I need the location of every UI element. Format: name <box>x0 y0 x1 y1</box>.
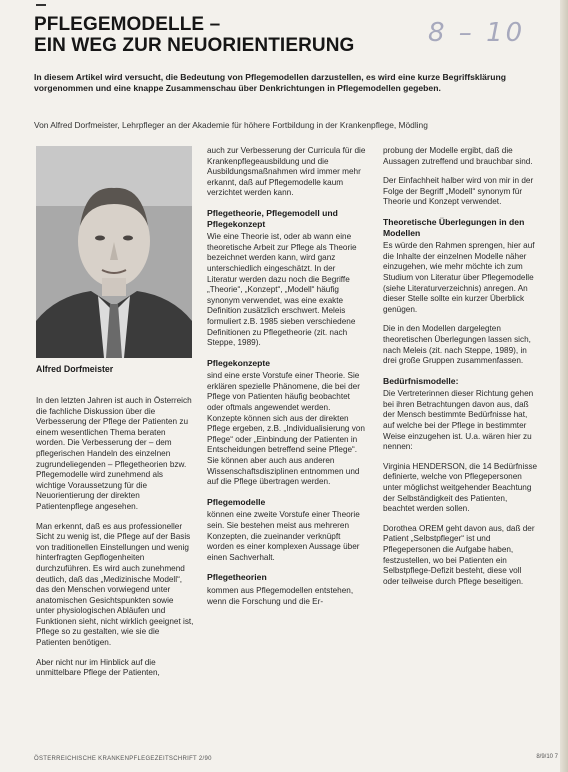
paragraph: auch zur Verbesserung der Curricula für die Krankenpflegeausbildung und die Ausbildungsmaßnahmen wird immer mehr erkannt, daß auf Pflegemodelle kaum verzichtet werden kann. <box>207 146 366 198</box>
section-heading: Pflegetheorie, Pflegemodell und Pflegekonzept <box>207 207 338 229</box>
paragraph: In den letzten Jahren ist auch in Österreich die fachliche Diskussion über die Verbesserung der Pflege der Patienten zu einem wesentlichen Thema beraten worden. Die Verbesserung der – dem pflegerischen Handeln des einzelnen zugrundeliegenden – Pflegetheorien bzw. Pflegemodelle wird zunehmend als wichtige Voraussetzung für die Neuorientierung der direkten Patientenpflege angesehen. <box>36 396 192 511</box>
page-edge-shadow <box>560 0 568 772</box>
section-heading: Pflegekonzepte <box>207 357 271 368</box>
paragraph: Man erkennt, daß es aus professioneller Sicht zu wenig ist, die Pflege auf der Basis von traditionellen Einstellungen und wenig hinterfragten Gepflogenheiten durchzuführen. Es wird auch zunehmend deutlich, daß das „Medizinische Modell“, das den Menschen vorwiegend unter anatomischen Gesichtspunkten sowie unter physiologischen Abläufen und Funktionen sieht, nicht wirklich geeignet ist, Pflege so zu gestalten, wie sie die Patienten benötigen. <box>36 521 194 648</box>
paragraph: kommen aus Pflegemodellen entstehen, wenn die Forschung und die Er- <box>207 585 354 606</box>
lead-paragraph: In diesem Artikel wird versucht, die Bedeutung von Pflegemodellen darzustellen, es wird eine kurze Begriffsklärung vorgenommen und eine knappe Zusammenschau über Denkrichtungen in Pflegemodellen gegeben. <box>34 72 506 93</box>
text-column-1 <box>36 396 194 688</box>
paragraph: Aber nicht nur im Hinblick auf die unmittelbare Pflege der Patienten, <box>36 657 160 678</box>
text-column-2 <box>207 146 367 616</box>
paragraph: Dorothea OREM geht davon aus, daß der Patient „Selbstpfleger“ ist und Pflegepersonen die Aufgabe haben, festzustellen, wo bei Patienten ein Selbstpflege-Defizit besteht, diese voll oder teilweise durch Pflege beseitigen. <box>383 523 535 586</box>
title-line-2: EIN WEG ZUR NEUORIENTIERUNG <box>34 35 355 56</box>
text-column-3 <box>383 146 539 596</box>
section-heading: Theoretische Überlegungen in den Modellen <box>383 216 525 238</box>
author-photo <box>36 146 192 358</box>
author-line: Von Alfred Dorfmeister, Lehrpfleger an der Akademie für höhere Fortbildung in der Krankenpflege, Mödling <box>34 120 428 130</box>
paragraph: Es würde den Rahmen sprengen, hier auf die Inhalte der einzelnen Modelle näher einzugehen, wie mehr möchte ich zum Studium von Literatur über Pflegemodelle (siehe Literaturverzeichnis) anregen. An dieser Stelle sollte ein kurzer Überblick genügen. <box>383 241 535 314</box>
handwritten-page-note: 8 – 10 <box>428 18 526 48</box>
paragraph: können eine zweite Vorstufe einer Theorie sein. Sie bestehen meist aus mehreren Konzepten, die zueinander verknüpft worden es einer komplexen Aussage über einen Sachverhalt. <box>207 510 360 562</box>
footer-publication: ÖSTERREICHISCHE KRANKENPFLEGEZEITSCHRIFT 2/90 <box>34 756 212 762</box>
paragraph: Die Vertreterinnen dieser Richtung gehen bei ihren Betrachtungen davon aus, daß der Mensch bestimmte Bedürfnisse hat, auf welche bei der Pflege in bestimmter Weise einzugehen ist. U.a. wären hier zu nennen: <box>383 389 534 452</box>
photo-caption: Alfred Dorfmeister <box>36 364 114 374</box>
paragraph: probung der Modelle ergibt, daß die Aussagen zutreffend und brauchbar sind. <box>383 146 533 166</box>
paragraph: Die in den Modellen dargelegten theoretischen Überlegungen lassen sich, nach Meleis (zit. nach Steppe, 1989), in drei große Gruppen zusammenfassen. <box>383 324 531 366</box>
section-heading: Pflegemodelle <box>207 496 266 507</box>
article-title <box>34 14 434 56</box>
section-heading: Pflegetheorien <box>207 572 267 583</box>
title-line-1: PFLEGEMODELLE – <box>34 14 221 35</box>
portrait-illustration <box>36 146 192 358</box>
page-corner-mark <box>36 4 46 6</box>
paragraph: Der Einfachheit halber wird von mir in der Folge der Begriff „Modell“ synonym für Theorie und Konzept verwendet. <box>383 176 534 207</box>
paragraph: Wie eine Theorie ist, oder ab wann eine theoretische Arbeit zur Pflege als Theorie bezeichnet werden kann, wird ganz unterschiedlich eingeschätzt. In der Literatur werden dazu noch die Begriffe „Theorie“, „Konzept“, „Modell“ häufig synonym verwendet, was eine exakte Definition zusätzlich erschwert. Meleis formuliert z.B. 1985 sieben verschiedene Definitionen zu Pflegetheorie (zit. nach Steppe, 1989). <box>207 232 357 348</box>
section-heading: Bedürfnismodelle: <box>383 375 459 386</box>
paragraph: sind eine erste Vorstufe einer Theorie. Sie erklären spezielle Phänomene, die bei der Pflege von Patienten häufig beobachtet oder oftmals angewendet werden. Konzepte können sich aus der direkten Pflege ergeben, z.B. „Individualisierung von Pflege“ oder „Einbindung der Patienten in Entscheidungen betreffend seine Pflege“. Sie können aber auch aus anderen Wissenschaftsdisziplinen entnommen und auf die Pflege übertragen werden. <box>207 371 365 487</box>
paragraph: Virginia HENDERSON, die 14 Bedürfnisse definierte, welche von Pflegepersonen unter möglichst weitgehender Beachtung der Selbständigkeit des Patienten, beachtet werden sollen. <box>383 461 538 514</box>
footer-page-number: 8/9/10 7 <box>536 754 558 760</box>
